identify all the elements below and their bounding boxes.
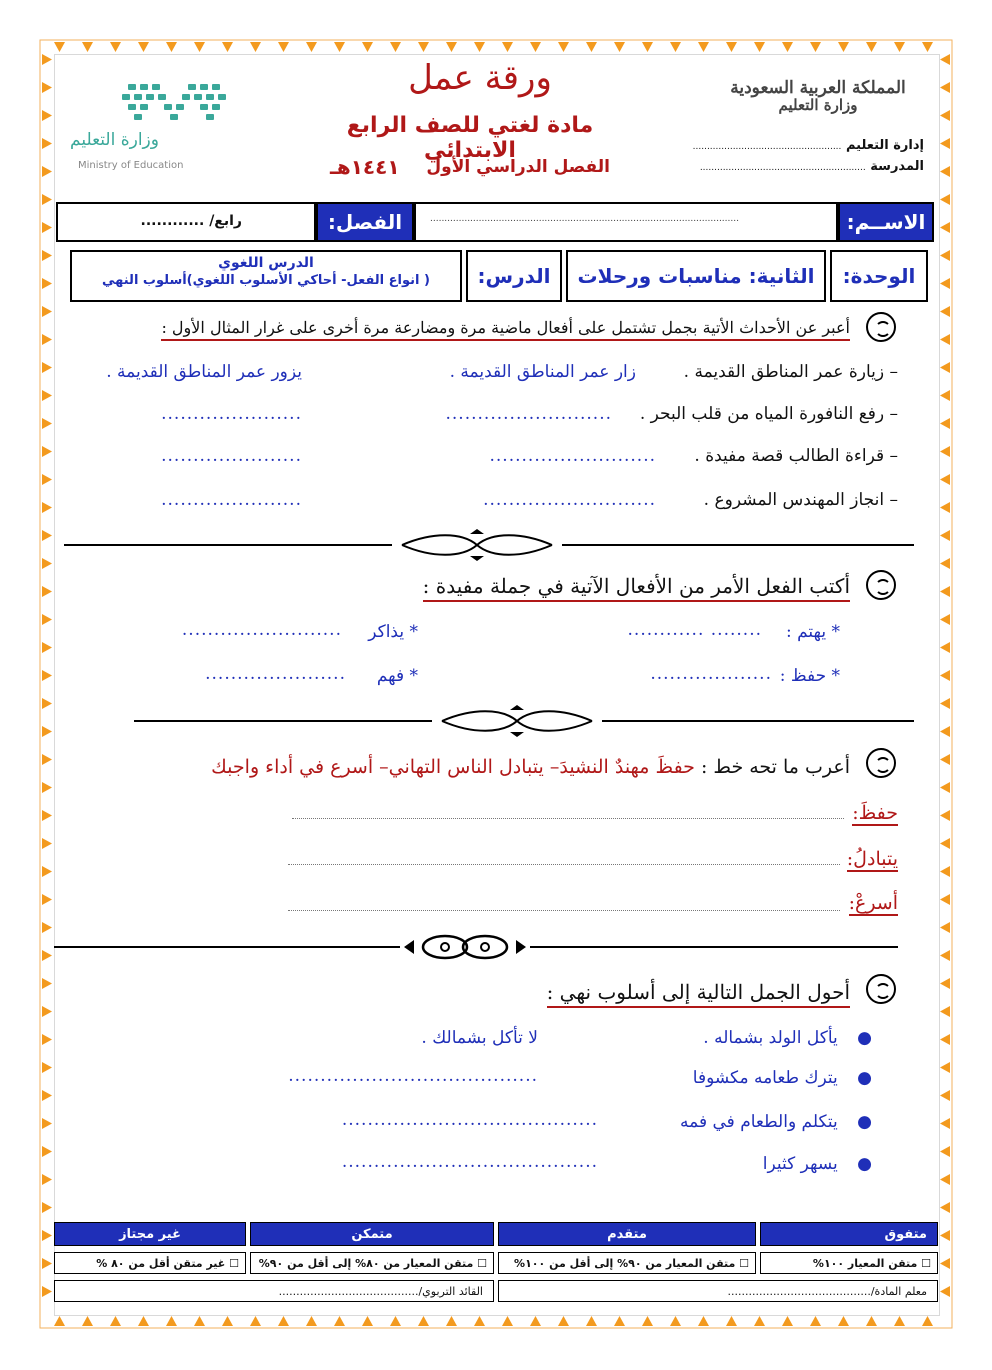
- question-2-icon: [866, 570, 896, 600]
- border-triangle: [42, 1258, 52, 1269]
- class-value: رابع/ ............: [140, 213, 242, 229]
- border-triangle: [42, 166, 52, 177]
- border-triangle: [42, 54, 52, 65]
- border-triangle: [940, 474, 950, 485]
- q4-answer-4[interactable]: ........................................: [341, 1152, 598, 1172]
- q4-sentence-3: يتكلم والطعام في فمه: [680, 1112, 838, 1132]
- border-triangle: [586, 1316, 597, 1326]
- border-triangle: [250, 1316, 261, 1326]
- level-advanced: متقدم: [498, 1222, 756, 1246]
- q2-item-2-verb: * يذاكر: [368, 622, 418, 642]
- q2-item-1-verb: * يهتم :: [785, 622, 840, 642]
- border-triangle: [726, 42, 737, 52]
- border-triangle: [922, 1316, 933, 1326]
- q2-item-4-answer[interactable]: ......................: [205, 664, 346, 684]
- border-triangle: [940, 894, 950, 905]
- q2-item-4-verb: * فهم: [376, 666, 418, 686]
- unit-value: الثانية: مناسبات ورحلات: [566, 250, 826, 302]
- border-triangle: [42, 362, 52, 373]
- q4-answer-3[interactable]: ........................................: [341, 1110, 598, 1130]
- border-triangle: [940, 1230, 950, 1241]
- border-triangle: [446, 1316, 457, 1326]
- border-triangle: [42, 82, 52, 93]
- border-triangle: [940, 362, 950, 373]
- criterion-excellent[interactable]: ☐ متقن المعيار ١٠٠%: [760, 1252, 938, 1274]
- border-triangle: [138, 1316, 149, 1326]
- question-3-sentence: حفظَ مهندٌ النشيدَ– يتبادل الناس التهاني– أسرع في أداء واجبك: [211, 756, 695, 778]
- border-triangle: [222, 1316, 233, 1326]
- name-dots: ............................................................................................................: [430, 214, 739, 224]
- border-triangle: [940, 54, 950, 65]
- ministry-logo-icon: [118, 80, 238, 128]
- q4-sentence-1: يأكل الولد بشماله .: [703, 1028, 838, 1048]
- border-triangle: [42, 110, 52, 121]
- border-triangle: [530, 42, 541, 52]
- q1-row-4-past[interactable]: ...........................: [483, 490, 656, 510]
- border-triangle: [866, 42, 877, 52]
- border-triangle: [42, 642, 52, 653]
- border-triangle: [82, 42, 93, 52]
- q4-answer-1: لا تأكل بشمالك .: [421, 1028, 538, 1048]
- border-triangle: [940, 754, 950, 765]
- bullet-icon: ●: [857, 1028, 872, 1048]
- border-triangle: [82, 1316, 93, 1326]
- border-triangle: [670, 1316, 681, 1326]
- border-triangle: [940, 250, 950, 261]
- lesson-label: الدرس:: [466, 250, 562, 302]
- border-triangle: [940, 334, 950, 345]
- kingdom-line1: المملكة العربية السعودية: [730, 78, 906, 98]
- border-triangle: [614, 42, 625, 52]
- border-triangle: [42, 446, 52, 457]
- q4-bullet-2: [693, 1068, 872, 1088]
- border-triangle: [940, 922, 950, 933]
- border-triangle: [42, 1006, 52, 1017]
- border-triangle: [42, 838, 52, 849]
- border-triangle: [42, 1118, 52, 1129]
- border-triangle: [940, 82, 950, 93]
- border-triangle: [940, 726, 950, 737]
- border-triangle: [940, 810, 950, 821]
- border-triangle: [42, 1146, 52, 1157]
- border-triangle: [138, 42, 149, 52]
- kingdom-logo-text: [718, 78, 918, 114]
- q4-answer-2[interactable]: .......................................: [288, 1066, 538, 1086]
- border-triangle: [42, 866, 52, 877]
- q2-item-3-verb: * حفظ :: [779, 666, 840, 686]
- border-triangle: [940, 950, 950, 961]
- border-triangle: [54, 1316, 65, 1326]
- border-triangle: [940, 418, 950, 429]
- border-triangle: [42, 530, 52, 541]
- border-triangle: [940, 194, 950, 205]
- border-triangle: [940, 614, 950, 625]
- border-triangle: [586, 42, 597, 52]
- q4-sentence-2: يترك طعامه مكشوفا: [692, 1068, 838, 1088]
- border-triangle: [754, 42, 765, 52]
- border-triangle: [940, 502, 950, 513]
- divider-ornament-3: [400, 930, 530, 964]
- border-triangle: [42, 1230, 52, 1241]
- criterion-failed[interactable]: ☐ غير متقن أقل من ٨٠ %: [54, 1252, 246, 1274]
- border-triangle: [42, 670, 52, 681]
- border-triangle: [42, 502, 52, 513]
- border-triangle: [334, 1316, 345, 1326]
- border-triangle: [894, 42, 905, 52]
- border-triangle: [418, 1316, 429, 1326]
- border-triangle: [42, 334, 52, 345]
- q1-row-3-present[interactable]: ......................: [161, 446, 302, 466]
- border-triangle: [278, 42, 289, 52]
- q3-word-3: أسرعْ:: [848, 892, 898, 914]
- border-triangle: [42, 754, 52, 765]
- border-triangle: [474, 1316, 485, 1326]
- border-triangle: [42, 726, 52, 737]
- kingdom-line2: وزارة التعليم: [778, 96, 858, 114]
- teacher-signature[interactable]: معلم المادة/.........................................: [498, 1280, 938, 1302]
- q1-row-4-prompt: – انجاز المهندس المشروع .: [703, 490, 898, 510]
- q2-item-1-answer[interactable]: ........ ............: [627, 620, 762, 640]
- border-triangle: [42, 1062, 52, 1073]
- border-triangle: [940, 1062, 950, 1073]
- bullet-icon: ●: [857, 1068, 872, 1088]
- border-triangle: [362, 1316, 373, 1326]
- border-triangle: [222, 42, 233, 52]
- term-text: الفصل الدراسي الأول: [426, 157, 610, 177]
- criterion-proficient[interactable]: ☐ متقن المعيار من ٨٠% إلى أقل من ٩٠%: [250, 1252, 494, 1274]
- unit-label: الوحدة:: [830, 250, 928, 302]
- border-triangle: [530, 1316, 541, 1326]
- border-triangle: [726, 1316, 737, 1326]
- border-triangle: [940, 586, 950, 597]
- border-triangle: [940, 138, 950, 149]
- border-triangle: [42, 950, 52, 961]
- border-triangle: [194, 1316, 205, 1326]
- class-label: الفصل:: [316, 202, 414, 242]
- level-failed: غير مجتاز: [54, 1222, 246, 1246]
- border-triangle: [42, 586, 52, 597]
- border-triangle: [306, 1316, 317, 1326]
- border-triangle: [194, 42, 205, 52]
- border-triangle: [642, 42, 653, 52]
- border-triangle: [940, 782, 950, 793]
- border-triangle: [42, 194, 52, 205]
- question-1-icon: [866, 312, 896, 342]
- border-triangle: [42, 922, 52, 933]
- border-triangle: [642, 1316, 653, 1326]
- school-dots: ..........................................................: [699, 163, 866, 173]
- border-triangle: [166, 42, 177, 52]
- q3-word-1: حفظَ:: [852, 802, 898, 824]
- leader-signature[interactable]: القائد التربوي/........................................: [54, 1280, 494, 1302]
- question-3-line: [211, 756, 850, 778]
- border-triangle: [940, 838, 950, 849]
- border-triangle: [474, 42, 485, 52]
- border-triangle: [42, 810, 52, 821]
- border-triangle: [922, 42, 933, 52]
- q1-row-3-prompt: – قراءة الطالب قصة مفيدة .: [694, 446, 898, 466]
- border-triangle: [940, 306, 950, 317]
- q4-bullet-3: [680, 1112, 872, 1132]
- q2-item-3-answer[interactable]: ...................: [650, 664, 772, 684]
- question-4-title: أحول الجمل التالية إلى أسلوب نهي :: [547, 980, 850, 1008]
- border-triangle: [940, 1286, 950, 1297]
- q1-row-1-prompt: – زيارة عمر المناطق القديمة .: [683, 362, 898, 382]
- border-triangle: [42, 1174, 52, 1185]
- border-triangle: [866, 1316, 877, 1326]
- border-triangle: [782, 1316, 793, 1326]
- border-triangle: [502, 42, 513, 52]
- q2-item-2-answer[interactable]: .........................: [181, 620, 342, 640]
- subject-title: مادة لغتي للصف الرابع الابتدائي: [346, 113, 594, 163]
- border-triangle: [940, 530, 950, 541]
- border-triangle: [940, 670, 950, 681]
- border-triangle: [42, 250, 52, 261]
- border-triangle: [698, 1316, 709, 1326]
- border-triangle: [754, 1316, 765, 1326]
- border-triangle: [940, 222, 950, 233]
- border-triangle: [940, 642, 950, 653]
- border-triangle: [940, 558, 950, 569]
- border-triangle: [940, 1202, 950, 1213]
- lesson-line2: ( انواع الفعل- أحاكي الأسلوب اللغوي)أسلوب النهي: [102, 273, 430, 288]
- border-triangle: [250, 42, 261, 52]
- border-triangle: [446, 42, 457, 52]
- level-proficient: متمكن: [250, 1222, 494, 1246]
- divider-ornament-2: [432, 704, 602, 738]
- border-triangle: [502, 1316, 513, 1326]
- border-triangle: [558, 42, 569, 52]
- border-triangle: [940, 1006, 950, 1017]
- border-triangle: [334, 42, 345, 52]
- border-triangle: [940, 1174, 950, 1185]
- lesson-value: [70, 250, 462, 302]
- border-triangle: [362, 42, 373, 52]
- bullet-icon: ●: [857, 1154, 872, 1174]
- admin-label: إدارة التعليم: [845, 138, 924, 153]
- border-triangle: [278, 1316, 289, 1326]
- border-triangle: [940, 698, 950, 709]
- admin-dots: ....................................................: [692, 142, 842, 152]
- border-triangle: [42, 1286, 52, 1297]
- year-text: ١٤٤١هـ: [330, 155, 400, 179]
- name-field[interactable]: [414, 202, 838, 242]
- border-triangle: [110, 42, 121, 52]
- q1-row-1-present: يزور عمر المناطق القديمة .: [106, 362, 302, 382]
- q1-row-1-past: زار عمر المناطق القديمة .: [449, 362, 636, 382]
- border-triangle: [810, 42, 821, 52]
- border-triangle: [940, 1034, 950, 1045]
- school-label: المدرسة: [870, 159, 924, 174]
- border-triangle: [390, 1316, 401, 1326]
- border-triangle: [940, 1146, 950, 1157]
- border-triangle: [42, 698, 52, 709]
- border-triangle: [670, 42, 681, 52]
- border-triangle: [42, 138, 52, 149]
- border-triangle: [42, 418, 52, 429]
- criterion-advanced[interactable]: ☐ متقن المعيار من ٩٠% إلى أقل من ١٠٠%: [498, 1252, 756, 1274]
- question-3-icon: [866, 748, 896, 778]
- border-triangle: [42, 978, 52, 989]
- border-triangle: [940, 110, 950, 121]
- border-triangle: [42, 1202, 52, 1213]
- ministry-name-en: Ministry of Education: [78, 160, 184, 171]
- q3-answer-line-1[interactable]: [292, 818, 844, 819]
- border-triangle: [42, 614, 52, 625]
- border-triangle: [782, 42, 793, 52]
- q4-bullet-1: [703, 1028, 872, 1048]
- border-triangle: [614, 1316, 625, 1326]
- border-triangle: [940, 866, 950, 877]
- border-triangle: [54, 42, 65, 52]
- q1-row-2-present[interactable]: ......................: [161, 404, 302, 424]
- border-triangle: [418, 42, 429, 52]
- question-2-title: أكتب الفعل الأمر من الأفعال الآتية في جملة مفيدة :: [423, 574, 850, 602]
- border-triangle: [166, 1316, 177, 1326]
- border-triangle: [940, 278, 950, 289]
- border-triangle: [940, 1118, 950, 1129]
- border-triangle: [558, 1316, 569, 1326]
- q4-bullet-4: [763, 1154, 872, 1174]
- border-triangle: [42, 1090, 52, 1101]
- border-triangle: [42, 306, 52, 317]
- border-triangle: [810, 1316, 821, 1326]
- border-triangle: [940, 166, 950, 177]
- border-triangle: [940, 978, 950, 989]
- border-triangle: [42, 474, 52, 485]
- border-triangle: [838, 42, 849, 52]
- border-triangle: [698, 42, 709, 52]
- q4-sentence-4: يسهر كثيرا: [762, 1154, 838, 1174]
- border-triangle: [894, 1316, 905, 1326]
- border-triangle: [110, 1316, 121, 1326]
- school-line: [700, 159, 924, 174]
- border-triangle: [42, 222, 52, 233]
- question-3-title: أعرب ما تحه خط :: [700, 756, 850, 778]
- class-field[interactable]: [56, 202, 316, 242]
- border-triangle: [42, 390, 52, 401]
- border-triangle: [940, 1090, 950, 1101]
- level-excellent: متفوق: [760, 1222, 938, 1246]
- border-triangle: [42, 782, 52, 793]
- q3-answer-line-3[interactable]: [288, 910, 840, 911]
- admin-line: [693, 138, 924, 153]
- q1-row-2-past[interactable]: ..........................: [445, 404, 612, 424]
- name-label: الاســم:: [838, 202, 934, 242]
- border-triangle: [940, 446, 950, 457]
- bullet-icon: ●: [857, 1112, 872, 1132]
- q1-row-3-past[interactable]: ..........................: [489, 446, 656, 466]
- border-triangle: [390, 42, 401, 52]
- worksheet-title: ورقة عمل: [408, 58, 552, 98]
- border-triangle: [306, 42, 317, 52]
- border-triangle: [838, 1316, 849, 1326]
- q3-word-2: يتبادلُ:: [846, 848, 898, 870]
- q1-row-4-present[interactable]: ......................: [161, 490, 302, 510]
- ministry-name-ar: وزارة التعليم: [70, 130, 159, 150]
- divider-ornament-1: [392, 528, 562, 562]
- border-triangle: [42, 1034, 52, 1045]
- border-triangle: [940, 390, 950, 401]
- q1-row-2-prompt: – رفع النافورة المياه من قلب البحر .: [639, 404, 898, 424]
- lesson-line1: الدرس اللغوي: [218, 255, 314, 271]
- border-triangle: [42, 558, 52, 569]
- border-triangle: [940, 1258, 950, 1269]
- q3-answer-line-2[interactable]: [288, 864, 840, 865]
- question-4-icon: [866, 974, 896, 1004]
- border-triangle: [42, 894, 52, 905]
- border-triangle: [42, 278, 52, 289]
- term-label: [330, 155, 610, 185]
- question-1-title: أعبر عن الأحداث الأتية بجمل تشتمل على أفعال ماضية مرة ومضارعة مرة أخرى على غرار المثال الأول :: [161, 318, 850, 341]
